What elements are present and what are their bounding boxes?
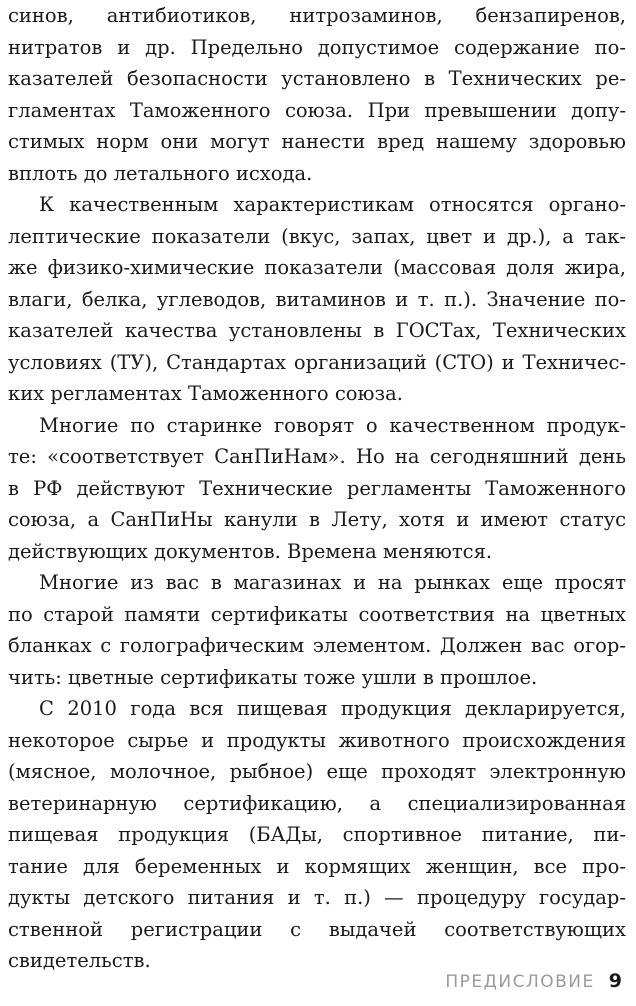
text-line: тание для беременных и кормящих женщин, все про-	[8, 854, 626, 878]
text-line: по старой памяти сертификаты соответствия на цветных	[8, 602, 626, 626]
text-line: бланках с голографическим элементом. Должен вас огор-	[8, 634, 626, 657]
text-line: К качественным характеристикам относятся органо-	[39, 193, 626, 216]
text-line: дукты детского питания и т. п.) — процедуру государ-	[8, 886, 626, 909]
text-line: вплоть до летального исхода.	[8, 161, 313, 185]
page-footer	[445, 970, 622, 992]
text-line: ственной регистрации с выдачей соответствующих	[8, 917, 626, 941]
running-head: ПРЕДИСЛОВИЕ	[445, 972, 595, 992]
paragraph-3	[8, 410, 626, 568]
text-line: Многие по старинке говорят о качественном продук-	[39, 413, 626, 437]
text-line: влаги, белка, углеводов, витаминов и т. п.). Значение по-	[8, 287, 626, 311]
text-line: чить: цветные сертификаты тоже ушли в прошлое.	[8, 665, 538, 689]
text-line: ких регламентах Таможенного союза.	[8, 382, 403, 405]
text-line: союза, а СанПиНы канули в Лету, хотя и имеют статус	[8, 508, 626, 531]
paragraph-1	[8, 0, 626, 189]
text-line: синов, антибиотиков, нитрозаминов, бензапиренов,	[8, 4, 626, 27]
text-line: лептические показатели (вкус, запах, цвет и др.), а так-	[8, 224, 626, 248]
text-line: условиях (ТУ), Стандартах организаций (СТО) и Техничес-	[8, 350, 626, 374]
paragraph-5	[8, 693, 626, 977]
page-body	[8, 0, 626, 977]
text-line: же физико-химические показатели (массовая доля жира,	[8, 256, 626, 279]
text-line: С 2010 года вся пищевая продукция декларируется,	[39, 697, 626, 720]
text-line: Многие из вас в магазинах и на рынках еще просят	[39, 571, 626, 594]
text-line: ветеринарную сертификацию, а специализированная	[8, 791, 626, 815]
text-line: гламентах Таможенного союза. При превышении допу-	[8, 98, 626, 122]
page-number: 9	[608, 970, 622, 992]
paragraph-4	[8, 567, 626, 693]
text-line: в РФ действуют Технические регламенты Таможенного	[8, 476, 626, 500]
text-line: те: «соответствует СанПиНам». Но на сегодняшний день	[8, 445, 626, 468]
text-line: нитратов и др. Предельно допустимое содержание по-	[8, 35, 626, 59]
text-line: казателей безопасности установлено в Технических ре-	[8, 67, 626, 90]
text-line: (мясное, молочное, рыбное) еще проходят электронную	[8, 760, 626, 783]
text-line: свидетельств.	[8, 949, 151, 972]
text-line: пищевая продукция (БАДы, спортивное питание, пи-	[8, 823, 626, 846]
text-line: стимых норм они могут нанести вред нашему здоровью	[8, 130, 626, 153]
text-line: некоторое сырье и продукты животного происхождения	[8, 728, 626, 752]
text-line: действующих документов. Времена меняются.	[8, 539, 493, 563]
paragraph-2	[8, 189, 626, 410]
text-line: казателей качества установлены в ГОСТах, Технических	[8, 319, 626, 342]
